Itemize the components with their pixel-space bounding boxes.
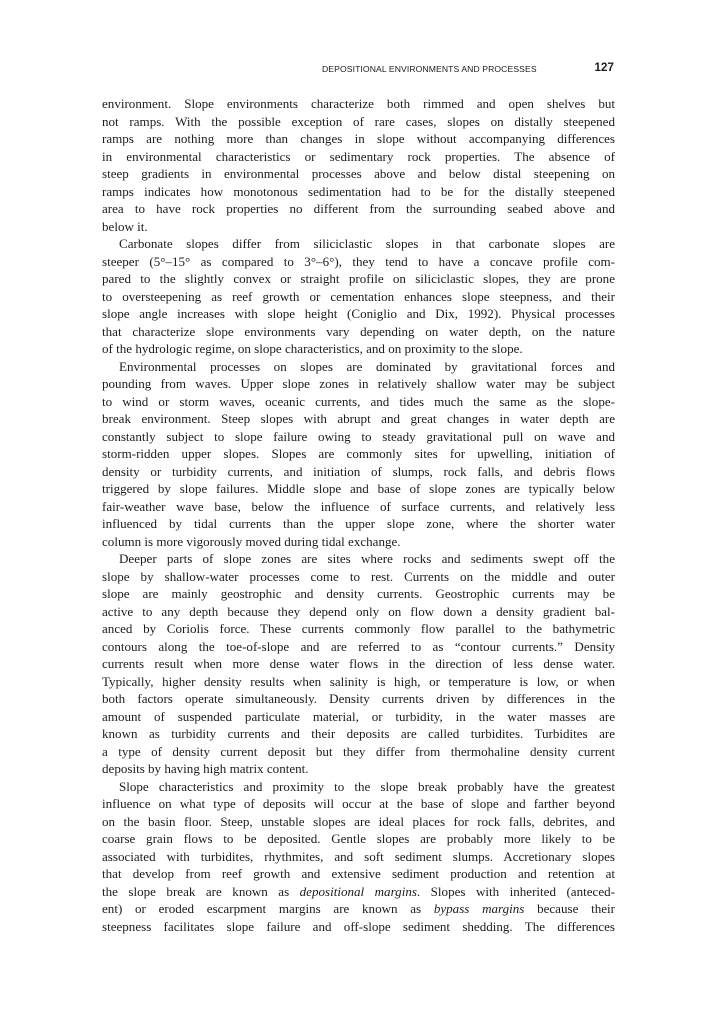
text-line: Typically, higher density results when salinity is high, or temperature is low, or when: [102, 673, 615, 689]
text-line: to oversteepening as reef growth or cementation enhances slope steepness, and their: [102, 288, 615, 304]
text-line: a type of density current deposit but they differ from thermohaline density current: [102, 743, 615, 759]
text-line: that characterize slope environments vary depending on water depth, on the nature: [102, 323, 615, 339]
text-line: associated with turbidites, rhythmites, and soft sediment slumps. Accretionary slopes: [102, 848, 615, 864]
text-line: of the hydrologic regime, on slope characteristics, and on proximity to the slope.: [102, 341, 523, 356]
text-line: deposits by having high matrix content.: [102, 761, 309, 776]
text-line: not ramps. With the possible exception of rare cases, slopes on distally steepened: [102, 113, 615, 129]
text-line: steeper (5°–15° as compared to 3°–6°), they tend to have a concave profile com-: [102, 253, 615, 269]
text-segment: ent) or eroded escarpment margins are known as: [102, 901, 434, 916]
text-line: area to have rock properties no different from the surrounding seabed above and: [102, 201, 615, 216]
text-line: anced by Coriolis force. These currents commonly flow parallel to the bathymetric: [102, 621, 615, 636]
text-line: triggered by slope failures. Middle slope and base of slope zones are typically below: [102, 481, 615, 496]
text-line: steepness facilitates slope failure and off-slope sediment shedding. The differences: [102, 918, 615, 934]
text-line: in environmental characteristics or sedimentary rock properties. The absence of: [102, 148, 615, 164]
text-line: Slope characteristics and proximity to the slope break probably have the greatest: [119, 778, 615, 794]
text-line: influence on what type of deposits will occur at the base of slope and farther beyond: [102, 796, 615, 811]
text-line: ramps indicates how monotonous sedimentation had to be for the distally steepened: [102, 183, 615, 199]
body-text: [102, 95, 615, 935]
italic-term: depositional margins: [299, 883, 417, 899]
text-line: Carbonate slopes differ from siliciclastic slopes in that carbonate slopes are: [119, 236, 615, 251]
text-line: density or turbidity currents, and initiation of slumps, rock falls, and debris flows: [102, 463, 615, 479]
paragraph: [102, 550, 615, 778]
text-line: slope are mainly geostrophic and density currents. Geostrophic currents may be: [102, 586, 615, 601]
text-segment: because their: [524, 901, 615, 916]
text-line: pared to the slightly convex or straight profile on siliciclastic slopes, they are prone: [102, 271, 615, 286]
text-line: pounding from waves. Upper slope zones in relatively shallow water may be subject: [102, 376, 615, 391]
text-line: influenced by tidal currents than the upper slope zone, where the shorter water: [102, 516, 615, 531]
text-line: both factors operate simultaneously. Density currents driven by differences in the: [102, 691, 615, 706]
text-line: column is more vigorously moved during tidal exchange.: [102, 533, 401, 549]
text-line: ramps are nothing more than changes in slope without accompanying differences: [102, 131, 615, 146]
text-line-with-italic: [102, 883, 615, 901]
text-line: below it.: [102, 218, 148, 234]
text-line: contours along the toe-of-slope and are referred to as “contour currents.” Density: [102, 638, 615, 654]
running-head: [300, 62, 616, 78]
text-line: coarse grain flows to be deposited. Gentle slopes are probably more likely to be: [102, 831, 615, 846]
text-line: Environmental processes on slopes are dominated by gravitational forces and: [119, 358, 615, 374]
text-line: slope by shallow-water processes come to rest. Currents on the middle and outer: [102, 568, 615, 584]
text-line: constantly subject to slope failure owing to steady gravitational pull on wave and: [102, 428, 615, 444]
text-line: storm-ridden upper slopes. Slopes are commonly sites for upwelling, initiation of: [102, 446, 615, 461]
text-line: currents result when more dense water flows in the direction of less dense water.: [102, 656, 615, 671]
page-number: 127: [594, 62, 614, 74]
text-line: amount of suspended particulate material, or turbidity, in the water masses are: [102, 708, 615, 724]
text-segment: the slope break are known as: [102, 883, 300, 899]
text-line: active to any depth because they depend only on flow down a density gradient bal-: [102, 603, 615, 619]
text-segment: . Slopes with inherited (anteced-: [416, 883, 615, 899]
paragraph: [102, 95, 615, 235]
paragraph: [102, 358, 615, 551]
paragraph: [102, 778, 615, 936]
text-line: to wind or storm waves, oceanic currents, and tides much the same as the slope-: [102, 393, 615, 409]
italic-term: bypass margins: [433, 901, 525, 916]
text-line: environment. Slope environments characterize both rimmed and open shelves but: [102, 96, 615, 111]
text-line-with-italic: [102, 900, 615, 918]
paragraph: [102, 235, 615, 358]
text-line: steep gradients in environmental processes above and below distal steepening on: [102, 166, 615, 181]
text-line: Deeper parts of slope zones are sites where rocks and sediments swept off the: [119, 551, 615, 566]
text-line: that develop from reef growth and extensive sediment production and retention at: [102, 866, 615, 881]
text-line: slope angle increases with slope height (Coniglio and Dix, 1992). Physical processes: [102, 306, 615, 321]
text-line: fair-weather wave base, below the influence of surface currents, and relatively less: [102, 498, 615, 514]
text-line: on the basin floor. Steep, unstable slopes are ideal places for rock falls, debrites, and: [102, 813, 615, 829]
running-head-title: DEPOSITIONAL ENVIRONMENTS AND PROCESSES: [322, 64, 537, 74]
text-line: break environment. Steep slopes with abrupt and great changes in water depth are: [102, 411, 615, 426]
text-line: known as turbidity currents and their deposits are called turbidites. Turbidites are: [102, 726, 615, 741]
